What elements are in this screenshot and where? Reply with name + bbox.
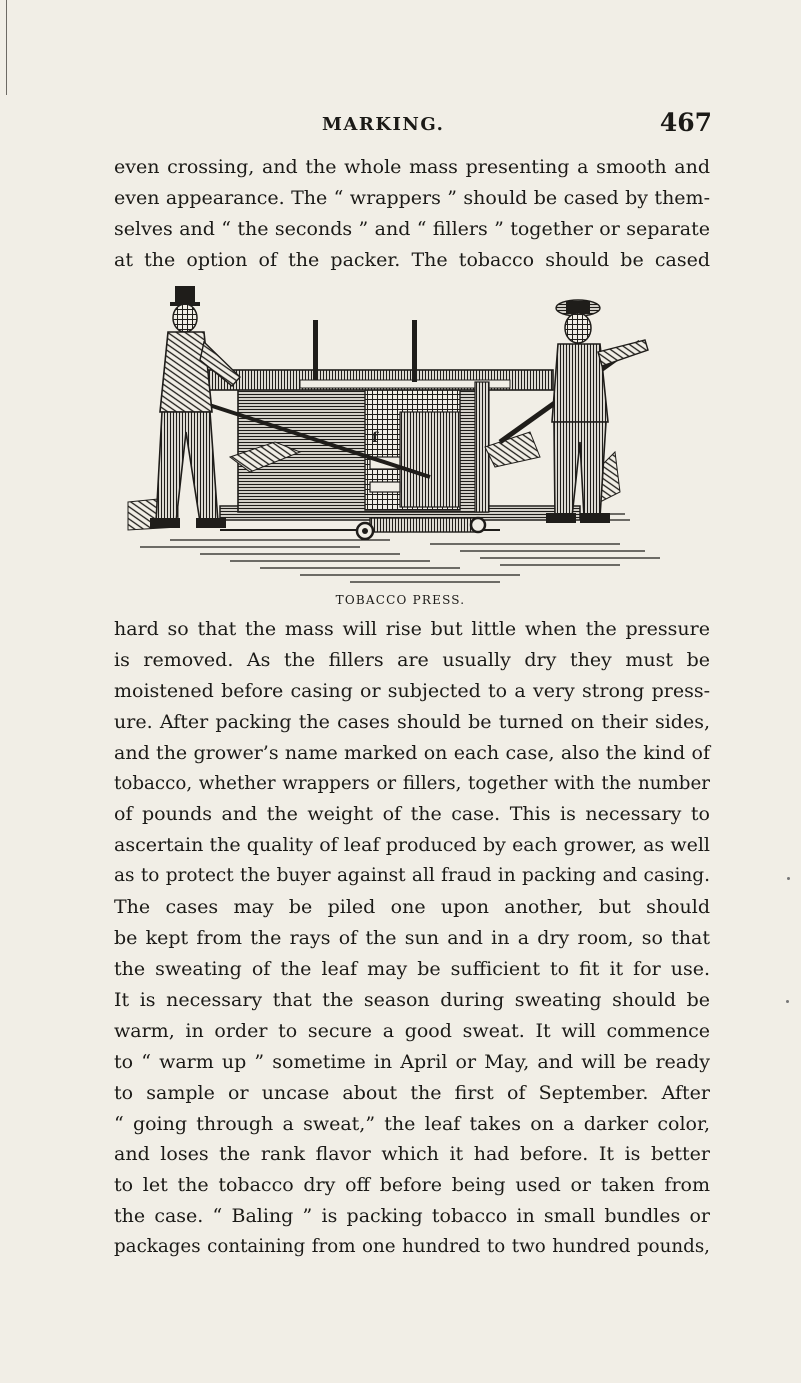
page-number: 467 [659, 108, 712, 137]
text-line: “ going through a sweat,” the leaf takes on a darker color, [114, 1112, 710, 1135]
svg-text:f: f [372, 430, 379, 446]
figure-caption: TOBACCO PRESS. [335, 593, 466, 607]
text-line: is removed. As the fillers are usually dry they must be [114, 648, 710, 671]
paper-speck [787, 877, 790, 880]
text-line: ascertain the quality of leaf produced by each grower, as well [114, 834, 710, 857]
text-line: at the option of the packer. The tobacco should be cased [114, 248, 710, 271]
text-line: as to protect the buyer against all fraud in packing and casing. [114, 865, 710, 887]
text-line: be kept from the rays of the sun and in a dry room, so that [114, 927, 710, 950]
page-header [100, 108, 712, 142]
paragraph-top [114, 152, 710, 276]
text-line: the sweating of the leaf may be sufficient to fit it for use. [114, 957, 710, 980]
binding-edge [6, 0, 7, 95]
paragraph-bottom [114, 614, 710, 1263]
text-line: to sample or uncase about the first of September. After [114, 1081, 710, 1104]
text-line: even appearance. The “ wrappers ” should be cased by them- [114, 186, 710, 209]
text-line: hard so that the mass will rise but little when the pressure [114, 618, 710, 640]
text-line: packages containing from one hundred to two hundred pounds, [114, 1236, 710, 1258]
text-line: The cases may be piled one upon another, but should [114, 896, 710, 919]
text-line: tobacco, whether wrappers or fillers, together with the number [114, 772, 710, 794]
text-line: selves and “ the seconds ” and “ fillers ” together or separate [114, 217, 710, 240]
running-head: MARKING. [322, 114, 445, 135]
text-line: of pounds and the weight of the case. This is necessary to [114, 803, 710, 826]
text-line: the case. “ Baling ” is packing tobacco in small bundles or [114, 1205, 710, 1228]
text-line: moistened before casing or subjected to a very strong press- [114, 679, 710, 702]
left-worker-figure [150, 286, 240, 528]
text-line: warm, in order to secure a good sweat. It will commence [114, 1019, 710, 1042]
paper-speck [786, 1000, 789, 1003]
tobacco-press-illustration [100, 282, 710, 602]
right-worker-figure [546, 300, 648, 523]
text-line: It is necessary that the season during sweating should be [114, 988, 710, 1011]
text-line: and loses the rank flavor which it had before. It is better [114, 1143, 710, 1166]
text-line: and the grower’s name marked on each case, also the kind of [114, 741, 710, 764]
text-line: ure. After packing the cases should be turned on their sides, [114, 710, 710, 733]
text-line: even crossing, and the whole mass presenting a smooth and [114, 156, 710, 178]
text-line: to let the tobacco dry off before being used or taken from [114, 1174, 710, 1197]
text-line: to “ warm up ” sometime in April or May, and will be ready [114, 1050, 710, 1073]
